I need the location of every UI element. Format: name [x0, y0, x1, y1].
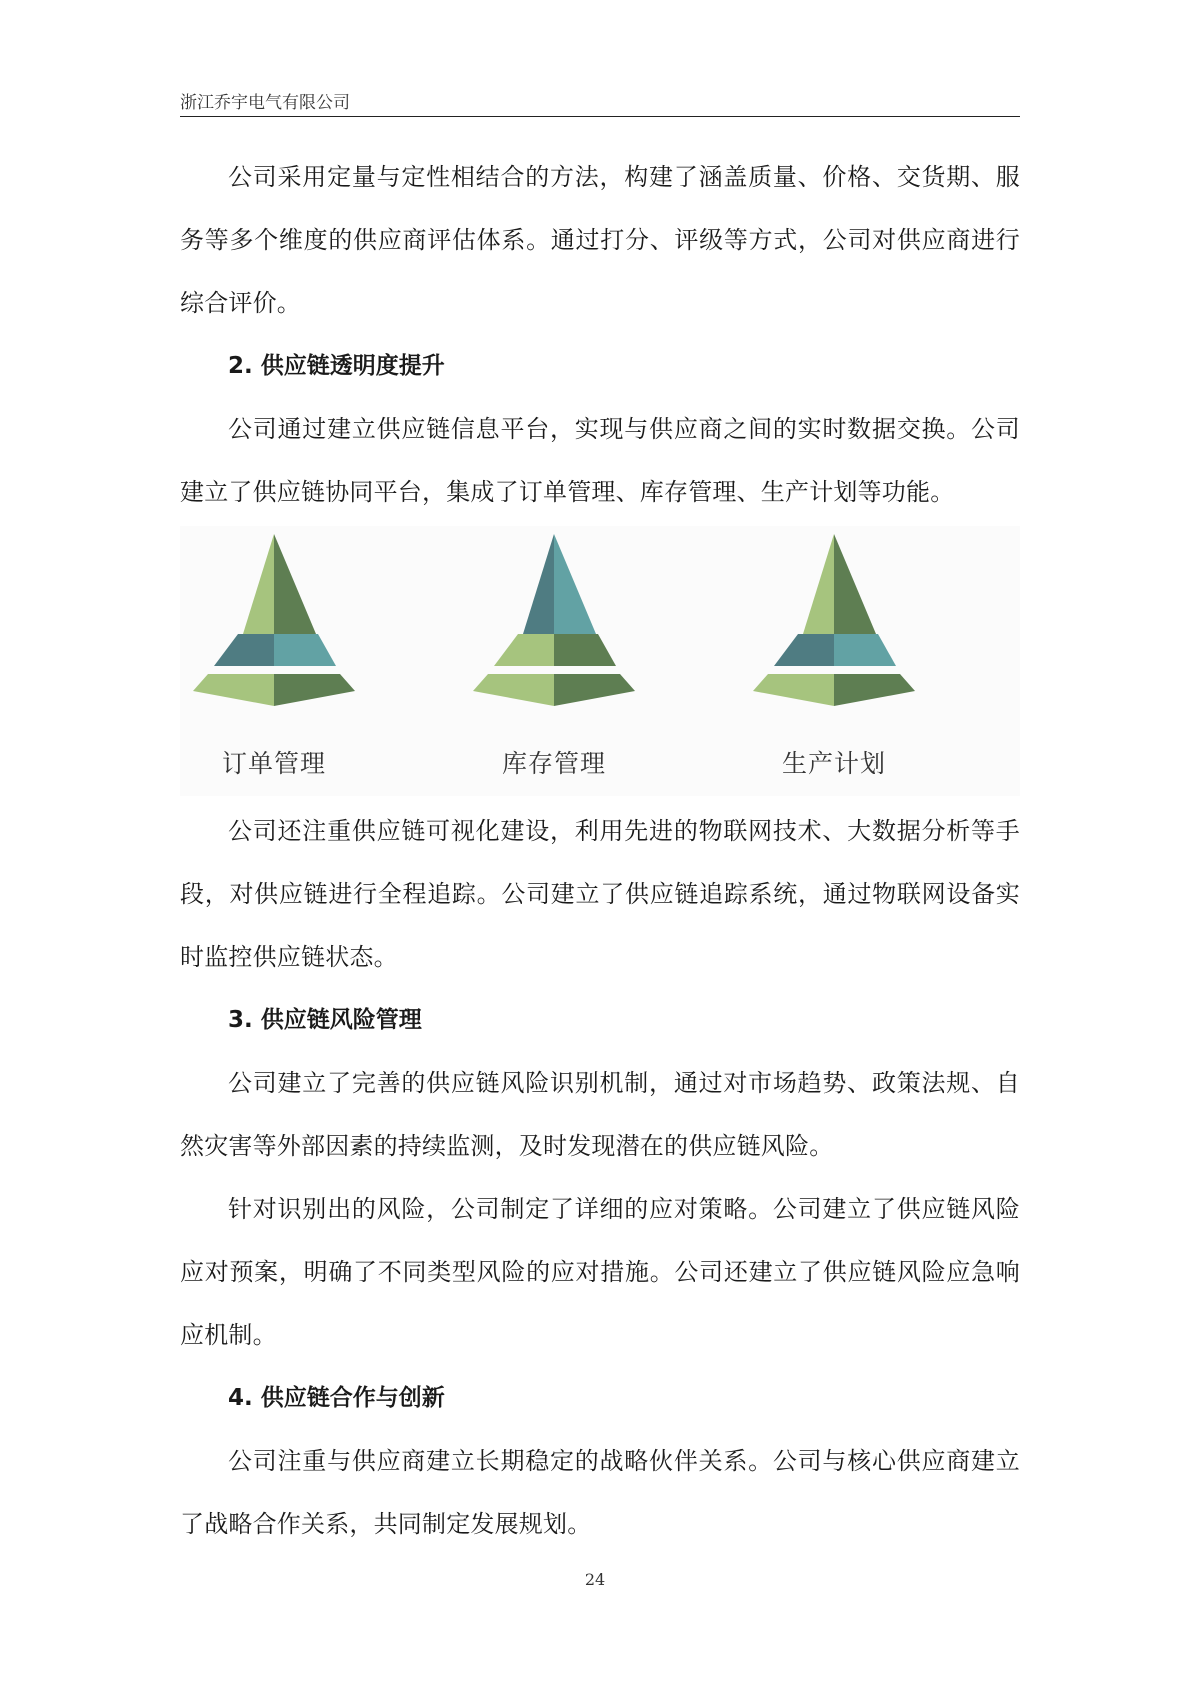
pyr-top-right: [554, 534, 596, 634]
pyr-mid-left: [214, 634, 274, 666]
paragraph-info-platform: 公司通过建立供应链信息平台，实现与供应商之间的实时数据交换。公司建立了供应链协同平台，集成了订单管理、库存管理、生产计划等功能。: [180, 415, 1020, 506]
header-divider: [180, 116, 1020, 117]
pyr-mid-left: [494, 634, 554, 666]
pyr-bot-left: [753, 674, 834, 706]
pyr-top-left: [803, 534, 834, 634]
pyramid-production-planning: [740, 526, 1020, 796]
paragraph-supplier-evaluation: 公司采用定量与定性相结合的方法，构建了涵盖质量、价格、交货期、服务等多个维度的供应商评估体系。通过打分、评级等方式，公司对供应商进行综合评价。: [180, 163, 1020, 317]
running-header: 浙江乔宇电气有限公司: [180, 93, 350, 113]
pyr-bot-left: [193, 674, 274, 706]
pyramid-label: 生产计划: [781, 749, 886, 778]
page-number: 24: [584, 1570, 606, 1589]
pyramid-graphic: [460, 526, 740, 726]
pyramid-graphic: [180, 526, 460, 726]
paragraph-partnership: 公司注重与供应商建立长期稳定的战略伙伴关系。公司与核心供应商建立了战略合作关系，共同制定发展规划。: [180, 1447, 1020, 1538]
pyramid-graphic: [740, 526, 1020, 726]
pyr-bot-left: [473, 674, 554, 706]
pyr-bot-right: [554, 674, 635, 706]
pyramid-label: 订单管理: [221, 749, 326, 778]
pyr-top-left: [243, 534, 274, 634]
pyr-mid-right: [834, 634, 896, 666]
paragraph-visualization: 公司还注重供应链可视化建设，利用先进的物联网技术、大数据分析等手段，对供应链进行全程追踪。公司建立了供应链追踪系统，通过物联网设备实时监控供应链状态。: [180, 817, 1020, 971]
pyr-top-right: [274, 534, 316, 634]
section-heading-transparency: 2. 供应链透明度提升: [228, 353, 445, 379]
pyr-mid-left: [774, 634, 834, 666]
pyr-mid-right: [554, 634, 616, 666]
page-body: [180, 146, 1020, 1556]
pyr-top-left: [523, 534, 554, 634]
pyramid-figure: [180, 526, 1020, 796]
paragraph-risk-response: 针对识别出的风险，公司制定了详细的应对策略。公司建立了供应链风险应对预案，明确了不同类型风险的应对措施。公司还建立了供应链风险应急响应机制。: [180, 1195, 1020, 1349]
section-heading-cooperation: 4. 供应链合作与创新: [228, 1385, 445, 1411]
pyr-mid-right: [274, 634, 336, 666]
paragraph-risk-identification: 公司建立了完善的供应链风险识别机制，通过对市场趋势、政策法规、自然灾害等外部因素的持续监测，及时发现潜在的供应链风险。: [180, 1069, 1020, 1160]
pyramid-label: 库存管理: [501, 749, 606, 778]
pyr-top-right: [834, 534, 876, 634]
section-heading-risk: 3. 供应链风险管理: [228, 1007, 422, 1033]
pyr-bot-right: [274, 674, 355, 706]
pyr-bot-right: [834, 674, 915, 706]
